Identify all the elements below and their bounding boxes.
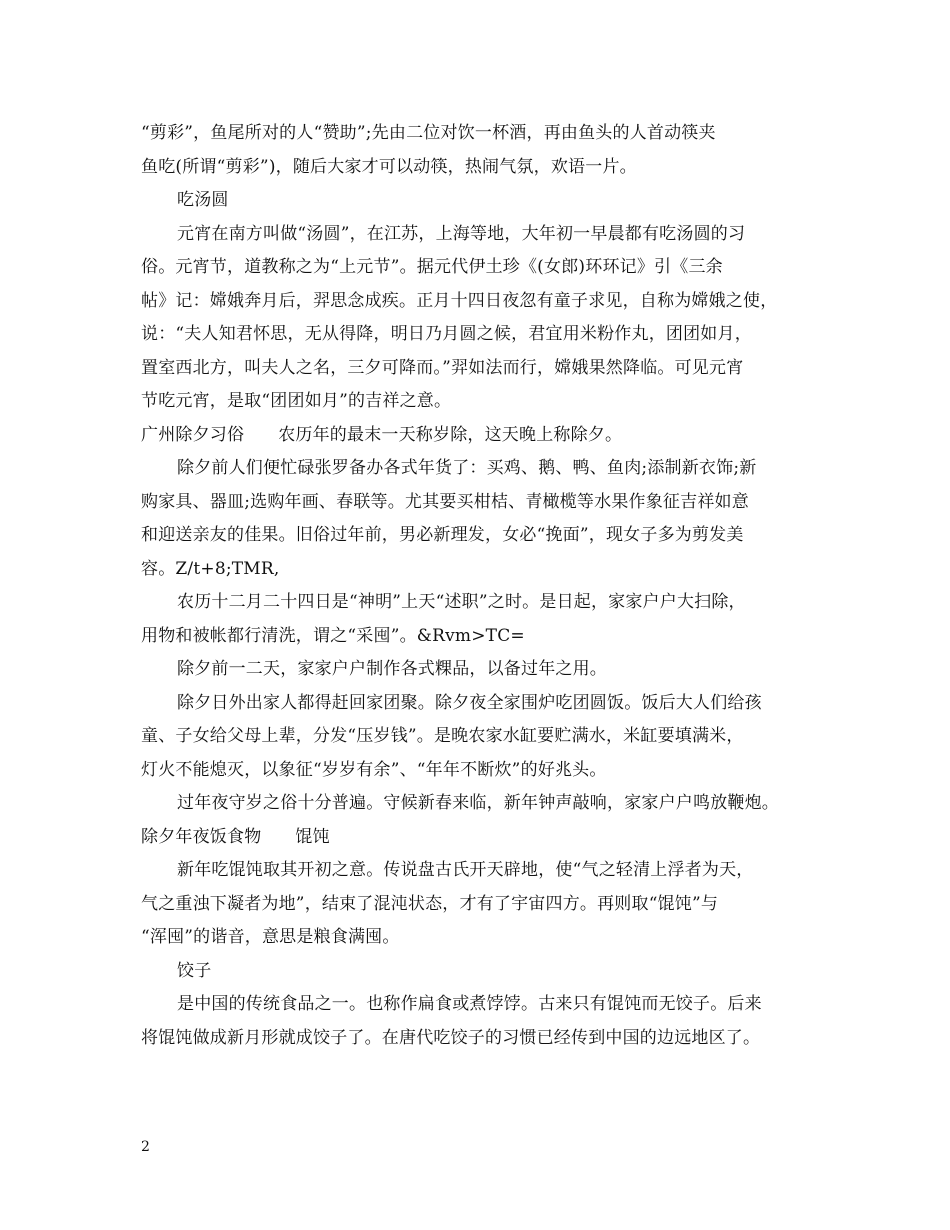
text-line: 除夕日外出家人都得赶回家团聚。除夕夜全家围炉吃团圆饭。饭后大人们给孩 (177, 692, 762, 713)
page-number: 2 (141, 1139, 150, 1155)
text-line: 元宵在南方叫做“汤圆”，在江苏，上海等地，大年初一早晨都有吃汤圆的习 (177, 223, 746, 244)
text-line: 气之重浊下凝者为地”，结束了混沌状态，才有了宇宙四方。再则取“馄饨”与 (141, 893, 719, 914)
text-line: 容。Z/t+8;TMR, (141, 558, 280, 579)
text-line: 俗。元宵节，道教称之为“上元节”。据元代伊土珍《(女郎)环环记》引《三余 (141, 257, 723, 277)
text-line: 鱼吃(所谓“剪彩”)，随后大家才可以动筷，热闹气氛，欢语一片。 (141, 156, 637, 177)
text-line: “浑囤”的谐音，意思是粮食满囤。 (141, 927, 400, 947)
text-line: 新年吃馄饨取其开初之意。传说盘古氏开天辟地，使“气之轻清上浮者为天， (177, 860, 754, 880)
section-heading-tangyuan: 吃汤圆 (177, 190, 229, 210)
text-line: 灯火不能熄灭，以象征“岁岁有余”、“年年不断炊”的好兆头。 (141, 759, 607, 780)
text-line: 童、子女给父母上辈，分发“压岁钱”。是晚农家水缸要贮满水，米缸要填满米， (141, 726, 744, 746)
section-heading-guangzhou: 广州除夕习俗 (141, 424, 245, 445)
text-line: 除夕前一二天，家家户户制作各式粿品，以备过年之用。 (177, 659, 607, 679)
section-heading-huntun: 馄饨 (295, 826, 330, 847)
text-line: 置室西北方，叫夫人之名，三夕可降而。”羿如法而行，嫦娥果然降临。可见元宵 (141, 357, 744, 378)
text-line: 是中国的传统食品之一。也称作扁食或煮饽饽。古来只有馄饨而无饺子。后来 (177, 994, 762, 1014)
section-heading-new-year-food: 除夕年夜饭食物 (141, 826, 262, 847)
text-line: 帖》记：嫦娥奔月后，羿思念成疾。正月十四日夜忽有童子求见，自称为嫦娥之使， (141, 290, 778, 311)
text-line: 购家具、器皿;选购年画、春联等。尤其要买柑桔、青橄榄等水果作象征吉祥如意 (141, 491, 749, 512)
text-line: “剪彩”，鱼尾所对的人“赞助”;先由二位对饮一杯酒，再由鱼头的人首动筷夹 (141, 123, 716, 143)
text-line: 用物和被帐都行清洗，谓之“采囤”。&Rvm>TC= (141, 625, 525, 646)
text-line: 和迎送亲友的佳果。旧俗过年前，男必新理发，女必“挽面”，现女子多为剪发美 (141, 525, 744, 545)
text-line: 农历十二月二十四日是“神明”上天“述职”之时。是日起，家家户户大扫除， (177, 592, 746, 612)
text-line (141, 419, 831, 453)
section-heading-jiaozi: 饺子 (177, 960, 212, 981)
text-line: 除夕前人们便忙碌张罗备办各式年货了：买鸡、鹅、鸭、鱼肉;添制新衣饰;新 (177, 458, 757, 478)
text-line: 将馄饨做成新月形就成饺子了。在唐代吃饺子的习惯已经传到中国的边远地区了。 (141, 1027, 761, 1048)
text-line: 过年夜守岁之俗十分普遍。守候新春来临，新年钟声敲响，家家户户鸣放鞭炮。 (177, 793, 779, 813)
text-line: 说：“夫人知君怀思，无从得降，明日乃月圆之候，君宜用米粉作丸，团团如月， (141, 324, 752, 344)
text-line: 节吃元宵，是取“团团如月”的吉祥之意。 (141, 391, 452, 411)
text-line (141, 821, 831, 855)
document-body (141, 117, 831, 1055)
text-segment: 农历年的最末一天称岁除，这天晚上称除夕。 (278, 424, 623, 445)
